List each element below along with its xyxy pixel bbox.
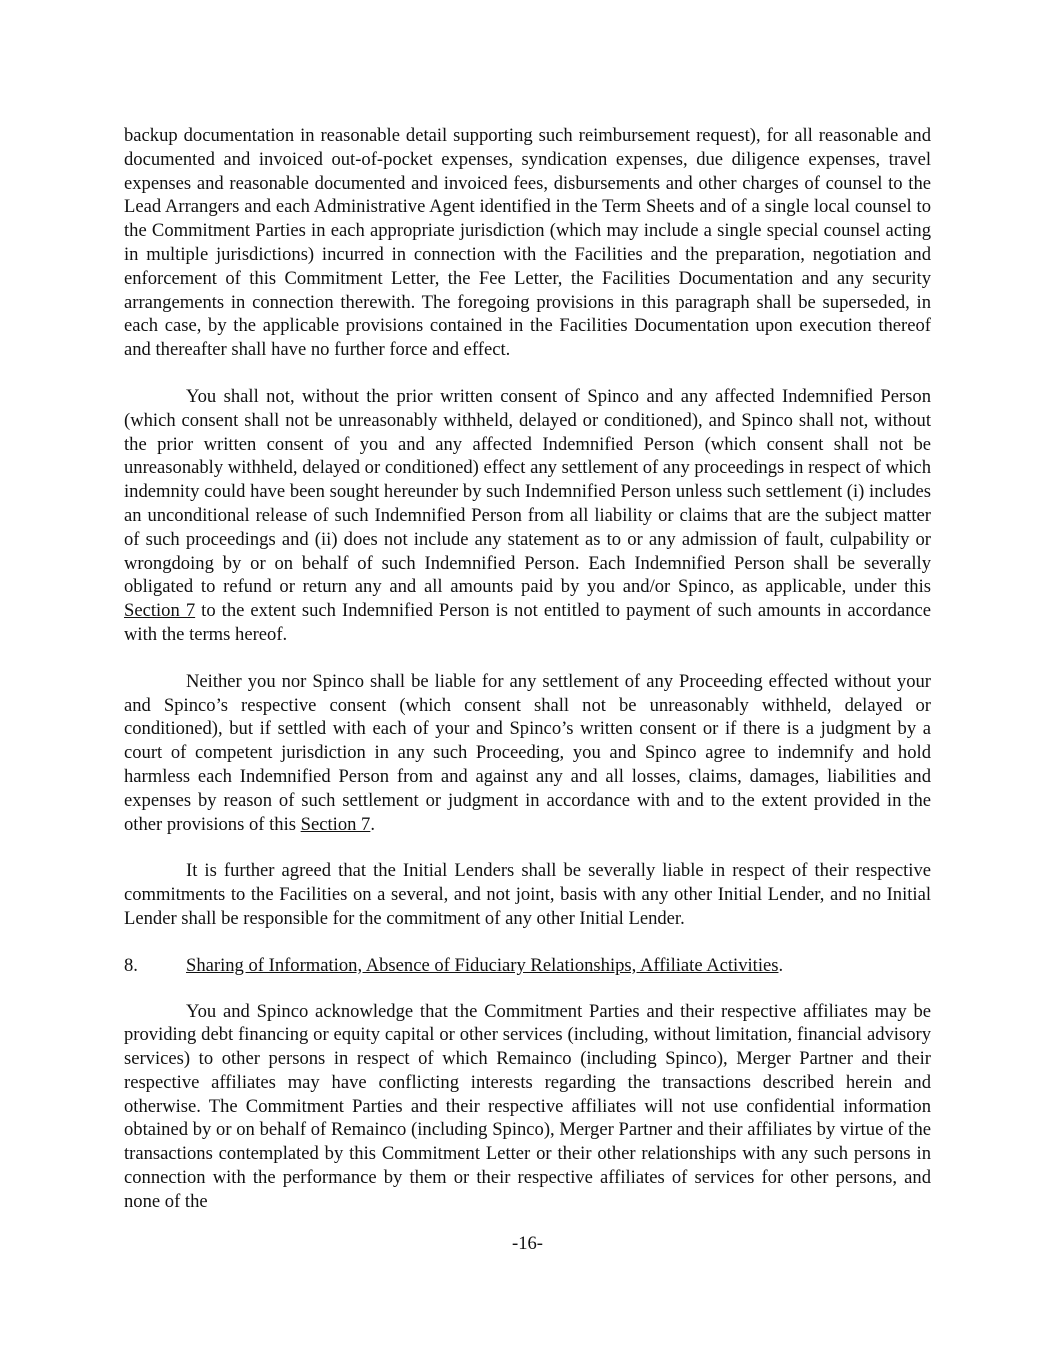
paragraph-settlement-liability	[124, 670, 931, 837]
paragraph-initial-lenders: It is further agreed that the Initial Lenders shall be severally liable in respect of their respective commitments to the Facilities on a several, and not joint, basis with any other Initial Lender, and no Initial Lender shall be responsible for the commitment of any other Initial Lender.	[124, 860, 931, 929]
paragraph-settlement-consent	[124, 385, 931, 647]
page-number: -16-	[512, 1233, 543, 1254]
paragraph-text: .	[370, 813, 376, 835]
section-7-reference: Section 7	[300, 813, 371, 835]
section-8-heading	[124, 954, 931, 978]
section-title-wrap	[186, 954, 783, 978]
paragraph-expenses: backup documentation in reasonable detail supporting such reimbursement request), for all reasonable and documented and invoiced out-of-pocket expenses, syndication expenses, due diligence expenses, travel expenses and reasonable documented and invoiced fees, disbursements and other charges of counsel to the Lead Arrangers and each Administrative Agent identified in the Term Sheets and of a single local counsel to the Commitment Parties in each appropriate jurisdiction (which may include a single special counsel acting in multiple jurisdictions) incurred in connection with the Facilities and the preparation, negotiation and enforcement of this Commitment Letter, the Fee Letter, the Facilities Documentation and any security arrangements in connection therewith. The foregoing provisions in this paragraph shall be superseded, in each case, by the applicable provisions contained in the Facilities Documentation upon execution thereof and thereafter shall have no further force and effect.	[124, 125, 931, 361]
paragraph-sharing-information: You and Spinco acknowledge that the Commitment Parties and their respective affiliates may be providing debt financing or equity capital or other services (including, without limitation, financial advisory services) to other persons in respect of which Remainco (including Spinco), Merger Partner and their respective affiliates may have conflicting interests regarding the transactions described herein and otherwise. The Commitment Parties and their respective affiliates will not use confidential information obtained by or on behalf of Remainco (including Spinco), Merger Partner and their affiliates by virtue of the transactions contemplated by this Commitment Letter or their other relationships with any such persons in connection with the performance by them or their respective affiliates of services for other persons, and none of the	[124, 1000, 931, 1212]
document-page	[124, 124, 931, 1237]
paragraph-text: Neither you nor Spinco shall be liable for any settlement of any Proceeding effected without your and Spinco’s respective consent (which consent shall not be unreasonably withheld, delayed or conditioned), but if settled with each of your and Spinco’s written consent or if there is a judgment by a court of competent jurisdiction in any such Proceeding, you and Spinco agree to indemnify and hold harmless each Indemnified Person from and against any and all losses, claims, damages, liabilities and expenses by reason of such settlement or judgment in accordance with and to the extent provided in the other provisions of this	[124, 670, 931, 835]
section-7-reference: Section 7	[124, 600, 196, 622]
section-title: Sharing of Information, Absence of Fiduciary Relationships, Affiliate Activities	[186, 954, 779, 976]
paragraph-text: You shall not, without the prior written consent of Spinco and any affected Indemnified Person (which consent shall not be unreasonably withheld, delayed or conditioned), and Spinco shall not, without the prior written consent of you and any affected Indemnified Person (which consent shall not be unreasonably withheld, delayed or conditioned) effect any settlement of any proceedings in respect of which indemnity could have been sought hereunder by such Indemnified Person unless such settlement (i) includes an unconditional release of such Indemnified Person from all liability or claims that are the subject matter of such proceedings and (ii) does not include any statement as to or any admission of fault, culpability or wrongdoing by or on behalf of such Indemnified Person. Each Indemnified Person shall be severally obligated to refund or return any and all amounts paid by you and/or Spinco, as applicable, under this	[124, 385, 931, 598]
paragraph-text: to the extent such Indemnified Person is not entitled to payment of such amounts in accordance with the terms hereof.	[124, 600, 932, 645]
section-number: 8.	[124, 954, 138, 976]
section-title-period: .	[778, 954, 784, 976]
